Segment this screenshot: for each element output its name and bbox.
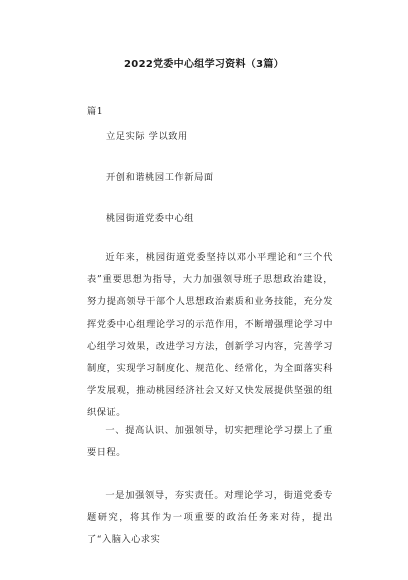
document-title: 2022党委中心组学习资料（3篇） <box>124 59 284 70</box>
section-label: 篇1 <box>87 106 104 117</box>
body-paragraph: 近年来，桃园街道党委坚持以邓小平理论和“三个代表”重要思想为指导，大力加强领导班子思想政治建设，努力提高领导干部个人思想政治素质和业务技能，充分发挥党委中心组理论学习的示范作用，不断增强理论学习中心组学习效果，改进学习方法，创新学习内容，完善学习制度，实现学习制度化、规范化、经常化，为全面落实科学发展观，推动桃园经济社会又好又快发展提供坚强的组织保证。 <box>87 252 333 419</box>
subtitle-line: 立足实际 学以致用 <box>106 131 188 142</box>
body-paragraph: 一、提高认识、加强领导，切实把理论学习摆上了重要日程。 <box>87 425 333 459</box>
body-paragraph: 一是加强领导，夯实责任。对理论学习，街道党委专题研究，将其作为一项重要的政治任务来对待，提出了“入脑入心求实 <box>87 490 333 546</box>
author-line: 桃园街道党委中心组 <box>106 213 195 224</box>
subtitle-line: 开创和谐桃园工作新局面 <box>106 172 214 183</box>
